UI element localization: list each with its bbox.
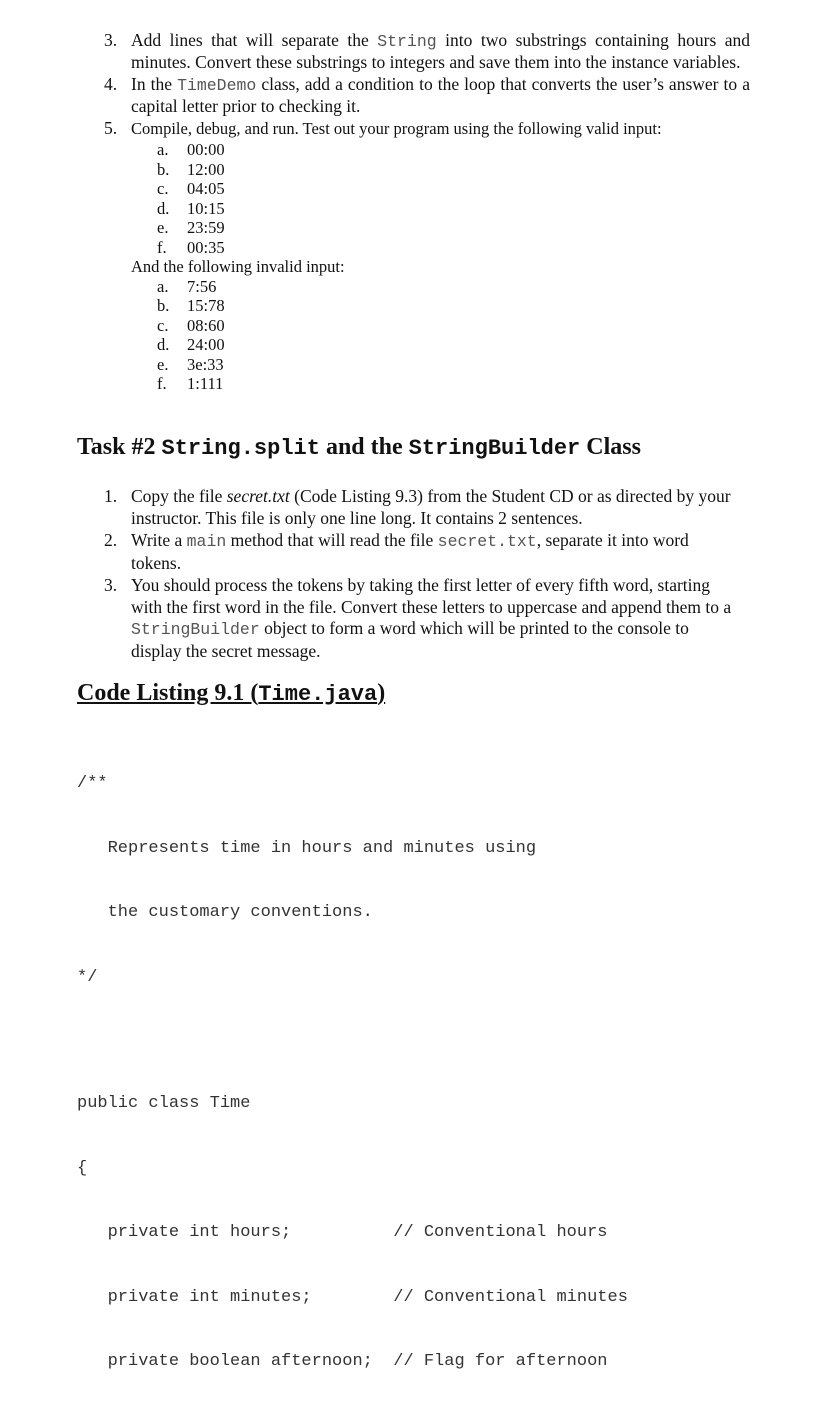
- step-4: [100, 74, 750, 117]
- list-item: a. 7:56: [157, 276, 217, 296]
- list-item: d. 24:00: [157, 335, 225, 354]
- code-listing: [77, 730, 628, 1416]
- list-item: a. 00:00: [157, 140, 225, 159]
- instruction-steps: [100, 30, 750, 394]
- list-item: c. 08:60: [157, 315, 225, 335]
- step-text: Add lines that will separate the String into two substrings containing hours and minutes. Convert these substrings to integers and save them into the instance variables.: [131, 30, 751, 72]
- task-step-2: [100, 530, 740, 574]
- step-5: [100, 118, 750, 139]
- step-number: 1.: [104, 486, 118, 506]
- list-item: e. 23:59: [157, 218, 225, 237]
- list-item: b. 12:00: [157, 159, 225, 179]
- code-line: the customary conventions.: [77, 903, 373, 922]
- code-line: /**: [77, 774, 108, 793]
- code-line: {: [77, 1158, 88, 1178]
- list-item: f. 1:111: [157, 374, 224, 393]
- code-line: private int hours; // Conventional hours: [77, 1223, 608, 1242]
- invalid-input-list: [100, 277, 750, 394]
- step-text: Compile, debug, and run. Test out your program using the following valid input:: [131, 119, 662, 138]
- step-text: In the TimeDemo class, add a condition to the loop that converts the user’s answer to a capital letter prior to checking it.: [131, 74, 750, 116]
- task-2-steps: [100, 486, 740, 663]
- task-2-heading: Task #2 String.split and the StringBuilder Class: [77, 434, 641, 461]
- valid-input-list: [100, 140, 750, 257]
- step-number: 2.: [104, 530, 118, 550]
- task-step-3: [100, 575, 740, 662]
- step-3: [100, 30, 750, 73]
- step-number: 3.: [104, 30, 118, 50]
- list-item: c. 04:05: [157, 179, 225, 198]
- code-line: public class Time: [77, 1094, 251, 1113]
- code-listing-heading: Code Listing 9.1 (Time.java): [77, 680, 386, 707]
- code-line: private int minutes; // Conventional minutes: [77, 1287, 628, 1307]
- step-number: 4.: [104, 74, 118, 94]
- list-item: f. 00:35: [157, 237, 225, 257]
- task-step-1: [100, 486, 740, 529]
- step-text: Copy the file secret.txt (Code Listing 9.3) from the Student CD or as directed by your instructor. This file is only one line long. It contains 2 sentences.: [131, 486, 731, 528]
- step-text: You should process the tokens by taking the first letter of every fifth word, starting with the first word in the file. Convert these letters to uppercase and append them to a StringBuilder object to form a word which will be printed to the console to display the secret message.: [131, 575, 732, 661]
- list-item: d. 10:15: [157, 198, 225, 218]
- code-line: private boolean afternoon; // Flag for afternoon: [77, 1352, 608, 1371]
- step-number: 5.: [104, 118, 118, 138]
- step-text: Write a main method that will read the file secret.txt, separate it into word tokens.: [131, 530, 689, 573]
- invalid-input-intro: And the following invalid input:: [131, 257, 345, 276]
- code-line: */: [77, 967, 98, 987]
- step-number: 3.: [104, 575, 118, 595]
- list-item: b. 15:78: [157, 296, 225, 315]
- code-blank-line: [77, 1031, 628, 1050]
- code-line: Represents time in hours and minutes using: [77, 838, 537, 858]
- list-item: e. 3e:33: [157, 354, 224, 374]
